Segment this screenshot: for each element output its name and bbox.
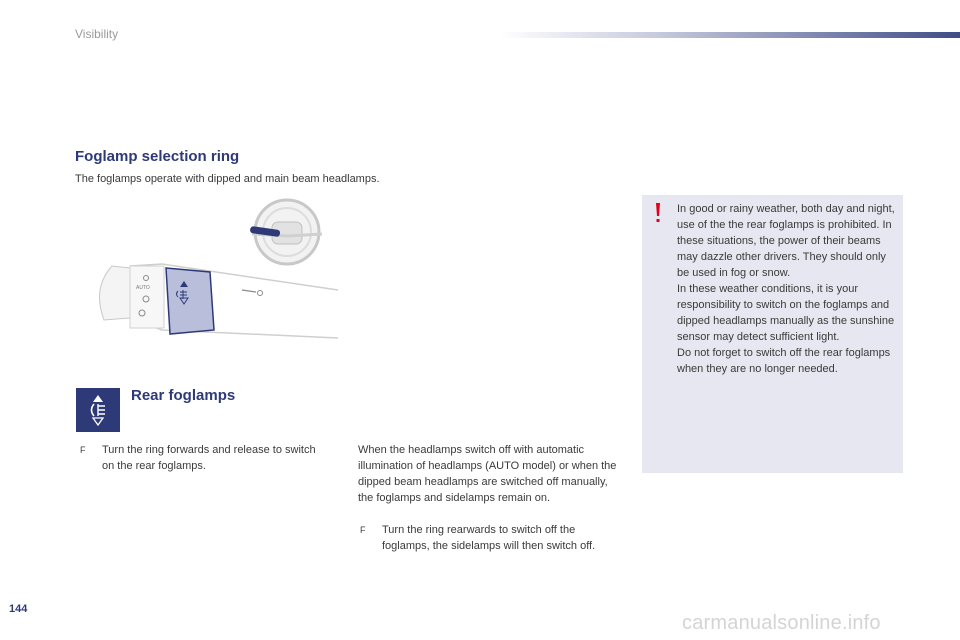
- foglamp-ring-highlight: [166, 268, 214, 334]
- lighting-stalk: [100, 264, 339, 338]
- warning-text: [677, 201, 899, 377]
- bullet-marker: F: [80, 445, 86, 455]
- auto-illumination-note: When the headlamps switch off with automatic illumination of headlamps (AUTO model) or when the dipped beam headlamps are switched off manually, the foglamps and sidelamps remain on.: [358, 444, 617, 504]
- steering-wheel-thumbnail: [250, 200, 322, 264]
- intro-text: The foglamps operate with dipped and main beam headlamps.: [75, 173, 380, 185]
- step-switch-off: [360, 522, 622, 554]
- exclamation-icon: [653, 202, 663, 224]
- stalk-illustration: [90, 198, 340, 348]
- warning-paragraph-1: In good or rainy weather, both day and night, use of the the rear foglamps is prohibited. In these situations, the power of their beams may dazzle other drivers. They should only be used in fog or snow.: [677, 203, 895, 279]
- bullet-marker: F: [360, 525, 366, 535]
- header-bar: [500, 32, 960, 38]
- step-switch-on-text: Turn the ring forwards and release to switch on the rear foglamps.: [102, 444, 316, 472]
- warning-paragraph-2: In these weather conditions, it is your responsibility to switch on the foglamps and dipped headlamps manually as the sunshine sensor may detect sufficient light.: [677, 283, 895, 343]
- rear-foglamp-icon: [76, 388, 120, 432]
- warning-paragraph-3: Do not forget to switch off the rear foglamps when they are no longer needed.: [677, 347, 891, 375]
- watermark: carmanualsonline.info: [682, 612, 881, 634]
- page-title: Foglamp selection ring: [75, 148, 240, 165]
- rear-foglamps-title: Rear foglamps: [131, 387, 236, 404]
- auto-label: AUTO: [136, 285, 150, 291]
- section-label: Visibility: [75, 27, 119, 41]
- step-switch-off-text: Turn the ring rearwards to switch off the foglamps, the sidelamps will then switch off.: [382, 524, 596, 552]
- step-switch-on: [80, 442, 320, 474]
- page-number: 144: [9, 603, 28, 615]
